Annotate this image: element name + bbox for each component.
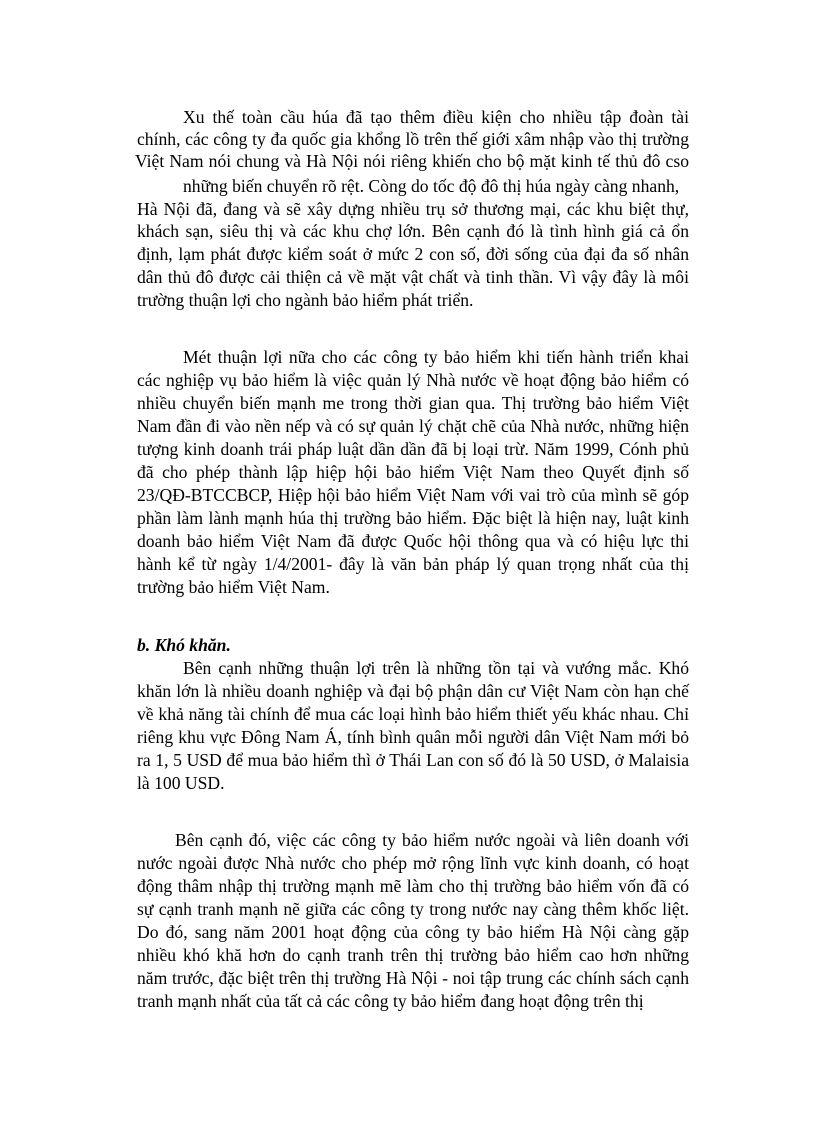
paragraph-2-line: tượng kinh doanh trái pháp luật dần dần đã bị loại trừ. Năm 1999, Cónh phủ xyxy=(137,439,689,459)
paragraph-3-line: khăn lớn là nhiều doanh nghiệp và đại bộ phận dân cư Việt Nam còn hạn chế xyxy=(137,681,689,701)
paragraph-2-line: đã cho phép thành lập hiệp hội bảo hiểm Việt Nam theo Quyết định số xyxy=(137,462,689,482)
paragraph-2-line: nhiều chuyển biến mạnh me trong thời gian qua. Thị trường bảo hiểm Việt xyxy=(137,393,689,413)
paragraph-2-line: phần làm lành mạnh húa thị trường bảo hiểm. Đặc biệt là hiện nay, luật kinh xyxy=(137,508,689,528)
paragraph-2-line: trường bảo hiểm Việt Nam. xyxy=(137,577,330,597)
paragraph-4-line: Bên cạnh đó, việc các công ty bảo hiểm nước ngoài và liên doanh với xyxy=(175,830,689,850)
paragraph-1-line: dân thủ đô được cải thiện cả về mặt vật chất và tinh thần. Vì vậy đây là môi xyxy=(137,267,689,287)
paragraph-3-line: ra 1, 5 USD để mua bảo hiểm thì ở Thái Lan con số đó là 50 USD, ở Malaisia xyxy=(137,750,689,770)
paragraph-4-line: nước ngoài được Nhà nước cho phép mở rộng lĩnh vực kinh doanh, có hoạt xyxy=(137,853,689,873)
paragraph-2-line: hành kể từ ngày 1/4/2001- đây là văn bản pháp lý quan trọng nhất của thị xyxy=(137,554,689,574)
paragraph-4-line: năm trước, đặc biệt trên thị trường Hà Nội - noi tập trung các chính sách cạnh xyxy=(137,968,689,988)
paragraph-1-line: định, lạm phát được kiểm soát ở mức 2 con số, đời sống của đại đa số nhân xyxy=(137,244,689,264)
paragraph-4-line: tranh mạnh nhất của tất cả các công ty bảo hiểm đang hoạt động trên thị xyxy=(137,991,644,1011)
paragraph-2-line: Nam đần đi vào nền nếp và có sự quản lý chặt chẽ của Nhà nước, những hiện xyxy=(137,416,689,436)
paragraph-2-line: 23/QĐ-BTCCBCP, Hiệp hội bảo hiểm Việt Nam với vai trò của mình sẽ góp xyxy=(137,485,689,505)
paragraph-1-line: những biến chuyển rõ rệt. Còng do tốc độ đô thị húa ngày càng nhanh, xyxy=(183,176,680,196)
paragraph-4-line: nhiều khó khă hơn do cạnh tranh trên thị trường bảo hiểm cao hơn những xyxy=(137,945,689,965)
paragraph-2-line: Mét thuận lợi nữa cho các công ty bảo hiểm khi tiến hành triển khai xyxy=(183,347,689,367)
paragraph-1-line: Việt Nam nói chung và Hà Nội nói riêng khiến cho bộ mặt kinh tế thủ đô cso xyxy=(135,151,689,171)
paragraph-3-line: riêng khu vực Đông Nam Á, tính bình quân mỗi người dân Việt Nam mới bỏ xyxy=(137,727,689,747)
paragraph-2-line: doanh bảo hiểm Việt Nam đã được Quốc hội thông qua và có hiệu lực thi xyxy=(137,531,689,551)
section-heading: b. Khó khăn. xyxy=(137,635,231,655)
paragraph-3-line: về khả năng tài chính để mua các loại hình bảo hiểm thiết yếu khác nhau. Chỉ xyxy=(137,704,689,724)
paragraph-4-line: sự cạnh tranh mạnh nẽ giữa các công ty trong nước nay càng thêm khốc liệt. xyxy=(137,899,689,919)
paragraph-1-line: trường thuận lợi cho ngành bảo hiểm phát triển. xyxy=(137,290,474,310)
paragraph-1-line: chính, các công ty đa quốc gia khổng lồ trên thế giới xâm nhập vào thị trường xyxy=(137,129,689,149)
paragraph-1-line: khách sạn, siêu thị và các khu chợ lớn. Bên cạnh đó là tình hình giá cả ổn xyxy=(137,221,689,241)
paragraph-3-line: Bên cạnh những thuận lợi trên là những tồn tại và vướng mắc. Khó xyxy=(183,658,689,678)
paragraph-4-line: Do đó, sang năm 2001 hoạt động của công ty bảo hiểm Hà Nội càng gặp xyxy=(137,922,689,942)
paragraph-3-line: là 100 USD. xyxy=(137,773,225,793)
paragraph-2-line: các nghiệp vụ bảo hiểm là việc quản lý Nhà nước về hoạt động bảo hiểm có xyxy=(137,370,689,390)
paragraph-1-line: Xu thế toàn cầu húa đã tạo thêm điều kiện cho nhiều tập đoàn tài xyxy=(183,107,689,127)
paragraph-4-line: động thâm nhập thị trường mạnh mẽ làm cho thị trường bảo hiểm vốn đã có xyxy=(137,876,689,896)
paragraph-1-line: Hà Nội đã, đang và sẽ xây dựng nhiều trụ sở thương mại, các khu biệt thự, xyxy=(137,199,689,219)
